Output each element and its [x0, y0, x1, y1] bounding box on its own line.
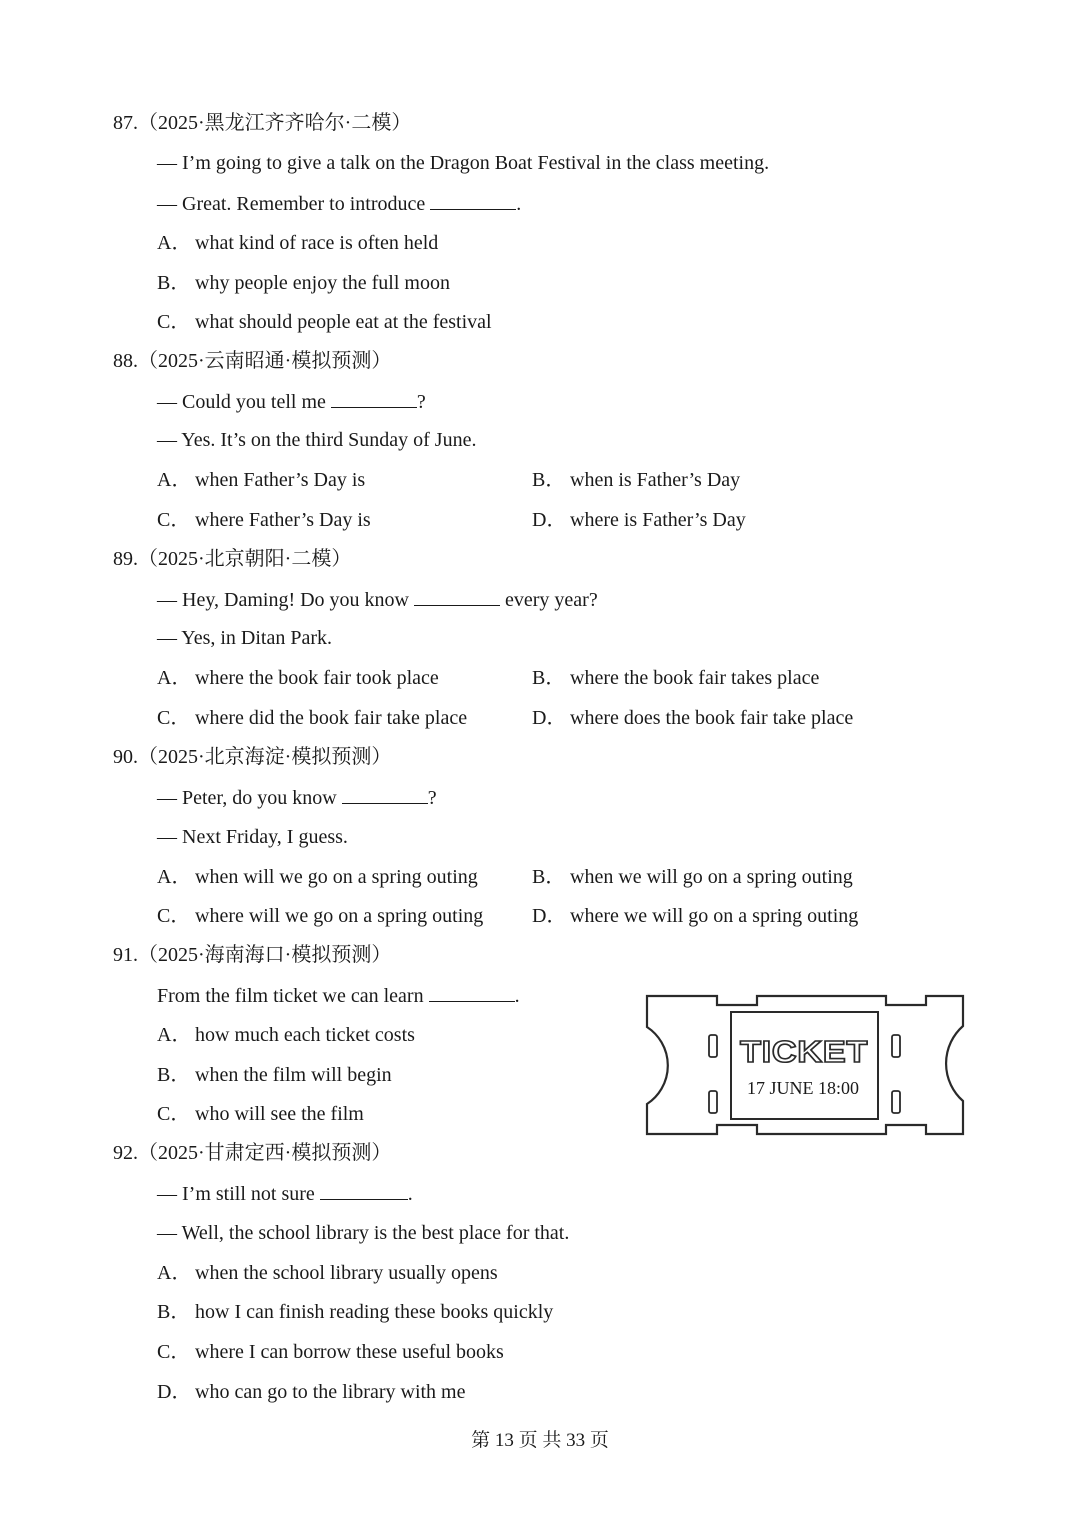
option-text: where did the book fair take place — [195, 707, 468, 729]
option-text: when we will go on a spring outing — [570, 866, 853, 888]
option-text: where is Father’s Day — [570, 509, 746, 531]
option-letter: D． — [532, 707, 567, 729]
option-letter: A． — [157, 469, 192, 491]
question-source: （2025·甘肃定西·模拟预测） — [138, 1142, 392, 1164]
question-88-option-c — [157, 508, 371, 532]
stem-text: — I’m still not sure — [157, 1183, 320, 1205]
stem-text-after: ? — [416, 391, 426, 413]
option-text: where will we go on a spring outing — [195, 905, 484, 927]
question-88-option-b — [532, 468, 740, 492]
question-92-option-c — [157, 1340, 504, 1364]
stem-text: — Peter, do you know — [157, 787, 342, 809]
stem-text: — Could you tell me — [157, 391, 331, 413]
question-90-line-1 — [157, 785, 437, 810]
option-letter: B． — [532, 866, 566, 888]
stem-text-after: ? — [427, 787, 437, 809]
option-letter: A． — [157, 1262, 192, 1284]
question-89-option-a — [157, 666, 439, 690]
option-letter: C． — [157, 509, 191, 531]
question-87-header — [113, 111, 411, 135]
option-letter: A． — [157, 1024, 192, 1046]
ticket-datetime: 17 JUNE 18:00 — [747, 1078, 859, 1098]
stem-text-after: . — [514, 985, 520, 1007]
question-number: 90. — [113, 746, 138, 768]
stem-text: — Hey, Daming! Do you know — [157, 589, 415, 611]
option-letter: B． — [532, 469, 566, 491]
question-91-line-1 — [157, 983, 520, 1008]
question-source: （2025·北京海淀·模拟预测） — [138, 746, 392, 768]
question-87-option-a — [157, 231, 438, 255]
stem-text-after: every year? — [500, 589, 598, 611]
question-88-option-d — [532, 508, 746, 532]
question-90-option-a — [157, 865, 478, 889]
question-92-line-1 — [157, 1181, 413, 1206]
question-number: 88. — [113, 350, 138, 372]
question-source: （2025·黑龙江齐齐哈尔·二模） — [138, 112, 412, 134]
option-letter: B． — [157, 272, 191, 294]
question-number: 91. — [113, 944, 138, 966]
question-90-option-d — [532, 904, 858, 928]
option-letter: A． — [157, 866, 192, 888]
option-text: how much each ticket costs — [195, 1024, 415, 1046]
question-number: 87. — [113, 112, 138, 134]
question-92-option-a — [157, 1261, 498, 1285]
question-89-line-1 — [157, 587, 598, 612]
question-92-option-b — [157, 1300, 553, 1324]
question-90-option-c — [157, 904, 483, 928]
stem-text-after: . — [407, 1183, 413, 1205]
option-letter: D． — [532, 509, 567, 531]
option-text: when the school library usually opens — [195, 1262, 498, 1284]
question-89-line-2: — Yes, in Ditan Park. — [157, 627, 333, 649]
answer-blank — [331, 389, 417, 408]
option-text: when is Father’s Day — [570, 469, 741, 491]
question-89-option-d — [532, 706, 853, 730]
question-88-header — [113, 349, 391, 373]
option-letter: B． — [157, 1064, 191, 1086]
answer-blank — [342, 785, 428, 804]
answer-blank — [320, 1181, 408, 1200]
question-92-option-d — [157, 1380, 466, 1404]
question-91-option-c — [157, 1102, 364, 1126]
question-89-option-b — [532, 666, 819, 690]
option-text: who can go to the library with me — [195, 1381, 466, 1403]
question-87-line-1: — I’m going to give a talk on the Dragon Boat Festival in the class meeting. — [157, 152, 770, 174]
option-text: when will we go on a spring outing — [195, 866, 478, 888]
answer-blank — [429, 983, 515, 1002]
question-88-line-2: — Yes. It’s on the third Sunday of June. — [157, 429, 477, 451]
question-number: 92. — [113, 1142, 138, 1164]
question-89-option-c — [157, 706, 467, 730]
question-number: 89. — [113, 548, 138, 570]
question-90-line-2: — Next Friday, I guess. — [157, 826, 348, 848]
option-text: where I can borrow these useful books — [195, 1341, 504, 1363]
question-92-line-2: — Well, the school library is the best place for that. — [157, 1222, 570, 1244]
question-91-header — [113, 943, 391, 967]
option-letter: C． — [157, 311, 191, 333]
option-letter: D． — [157, 1381, 192, 1403]
option-letter: A． — [157, 232, 192, 254]
option-text: when the film will begin — [195, 1064, 392, 1086]
question-source: （2025·云南昭通·模拟预测） — [138, 350, 392, 372]
stem-text: — Great. Remember to introduce — [157, 193, 431, 215]
question-source: （2025·北京朝阳·二模） — [138, 548, 352, 570]
answer-blank — [430, 191, 516, 210]
option-letter: B． — [532, 667, 566, 689]
option-text: who will see the film — [195, 1103, 364, 1125]
answer-blank — [414, 587, 500, 606]
film-ticket-illustration — [644, 993, 966, 1139]
option-text: what should people eat at the festival — [195, 311, 492, 333]
question-87-option-b — [157, 271, 450, 295]
option-text: where the book fair takes place — [570, 667, 820, 689]
option-text: what kind of race is often held — [195, 232, 439, 254]
option-text: why people enjoy the full moon — [195, 272, 450, 294]
option-letter: C． — [157, 707, 191, 729]
ticket-title: TICKET — [740, 1034, 868, 1069]
question-source: （2025·海南海口·模拟预测） — [138, 944, 392, 966]
question-90-option-b — [532, 865, 853, 889]
question-87-line-2 — [157, 191, 521, 216]
question-89-header — [113, 547, 351, 571]
option-letter: C． — [157, 1103, 191, 1125]
question-91-option-a — [157, 1023, 415, 1047]
option-letter: C． — [157, 905, 191, 927]
option-text: where the book fair took place — [195, 667, 439, 689]
question-90-header — [113, 745, 391, 769]
stem-text: From the film ticket we can learn — [157, 985, 429, 1007]
question-88-option-a — [157, 468, 365, 492]
question-88-line-1 — [157, 389, 426, 414]
option-letter: C． — [157, 1341, 191, 1363]
option-text: where we will go on a spring outing — [570, 905, 859, 927]
question-87-option-c — [157, 310, 492, 334]
option-text: how I can finish reading these books quickly — [195, 1301, 554, 1323]
option-text: where Father’s Day is — [195, 509, 371, 531]
option-letter: A． — [157, 667, 192, 689]
option-letter: B． — [157, 1301, 191, 1323]
option-text: where does the book fair take place — [570, 707, 854, 729]
question-92-header — [113, 1141, 391, 1165]
page-footer: 第 13 页 共 33 页 — [471, 1430, 609, 1451]
stem-text-after: . — [516, 193, 522, 215]
question-91-option-b — [157, 1063, 392, 1087]
option-text: when Father’s Day is — [195, 469, 366, 491]
option-letter: D． — [532, 905, 567, 927]
